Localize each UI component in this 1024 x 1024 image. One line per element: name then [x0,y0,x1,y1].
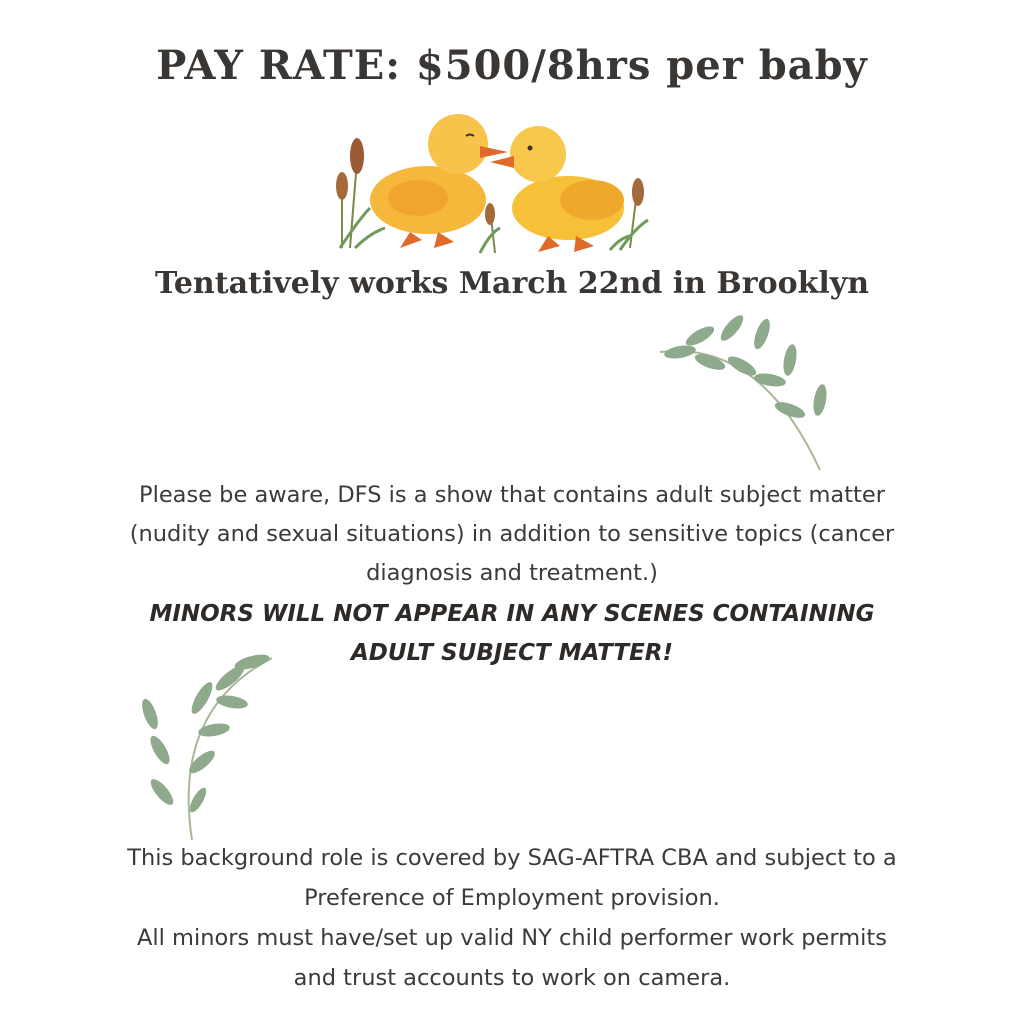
role-line: This background role is covered by SAG-AFTRA CBA and subject to a [127,845,897,871]
role-line: Preference of Employment provision. [304,885,720,911]
pay-rate-title: PAY RATE: $500/8hrs per baby [156,42,868,89]
notice-line: (nudity and sexual situations) in addition to sensitive topics (cancer [129,521,895,547]
warning-line: ADULT SUBJECT MATTER! [350,640,674,666]
warning-line: MINORS WILL NOT APPEAR IN ANY SCENES CONTAINING [149,601,875,627]
role-line: All minors must have/set up valid NY child performer work permits [137,925,887,951]
duck-left [370,114,508,248]
duck-right [490,126,624,252]
notice-line: Please be aware, DFS is a show that contains adult subject matter [139,482,885,508]
schedule-subtitle: Tentatively works March 22nd in Brooklyn [154,266,870,301]
leaf-branch-icon [650,310,840,480]
ducklings-illustration [330,108,660,258]
role-info [8,838,1016,998]
notice-line: diagnosis and treatment.) [366,560,658,586]
leaf-branch-icon [132,650,282,845]
role-line: and trust accounts to work on camera. [293,965,731,991]
content-notice [30,476,994,593]
